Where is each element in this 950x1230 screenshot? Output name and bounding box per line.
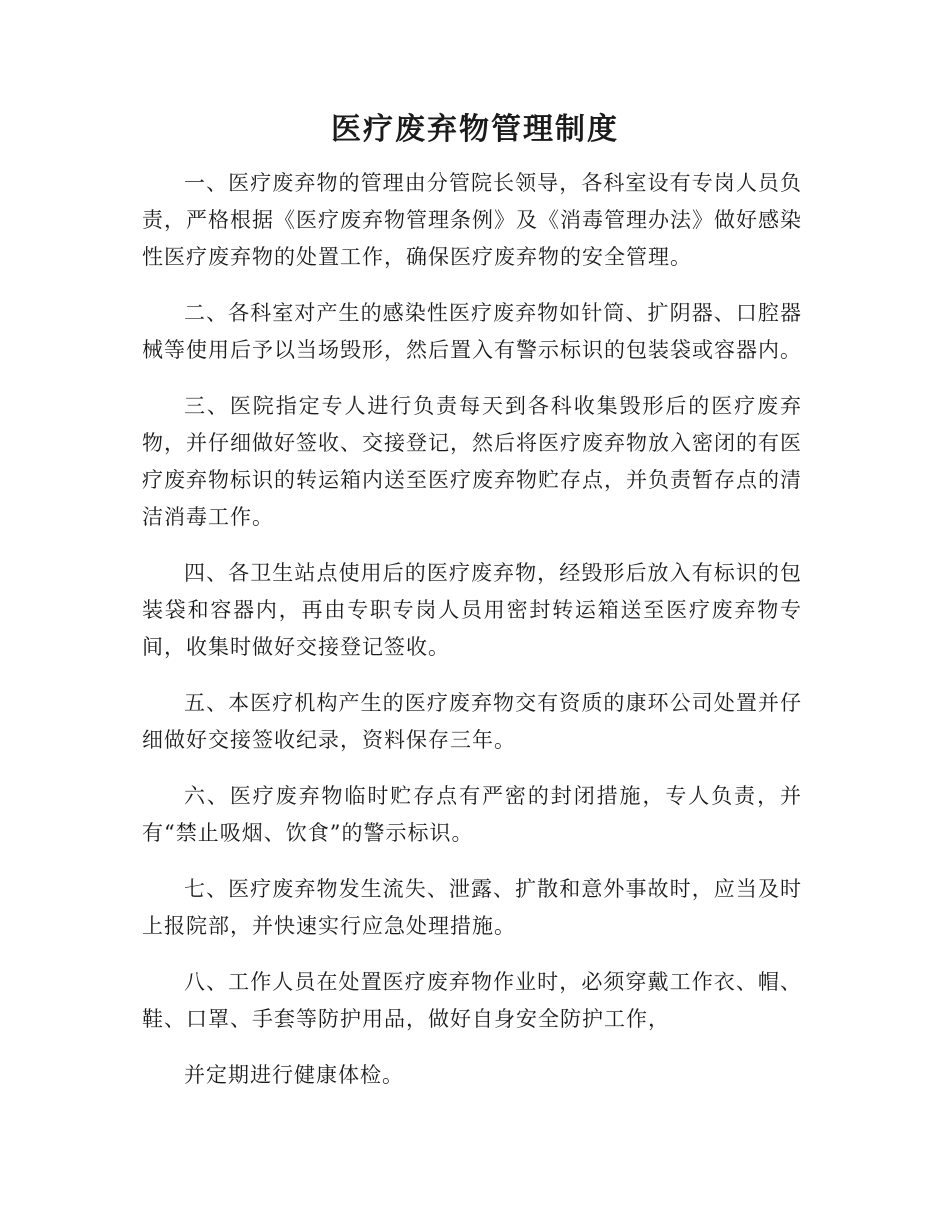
paragraph-5: 五、本医疗机构产生的医疗废弃物交有资质的康环公司处置并仔细做好交接签收纪录，资料保存三年。: [142, 691, 802, 752]
paragraph-7: 七、医疗废弃物发生流失、泄露、扩散和意外事故时，应当及时上报院部，并快速实行应急处理措施。: [142, 877, 802, 938]
paragraph-1: 一、医疗废弃物的管理由分管院长领导，各科室设有专岗人员负责，严格根据《医疗废弃物管理条例》及《消毒管理办法》做好感染性医疗废弃物的处置工作，确保医疗废弃物的安全管理。: [142, 171, 802, 269]
document-title: 医疗废弃物管理制度: [331, 112, 619, 147]
document-body: [142, 165, 802, 1113]
paragraph-6: 六、医疗废弃物临时贮存点有严密的封闭措施，专人负责，并有“禁止吸烟、饮食”的警示标识。: [142, 784, 802, 845]
paragraph-2: 二、各科室对产生的感染性医疗废弃物如针筒、扩阴器、口腔器械等使用后予以当场毁形，然后置入有警示标识的包装袋或容器内。: [142, 301, 802, 362]
paragraph-4: 四、各卫生站点使用后的医疗废弃物，经毁形后放入有标识的包装袋和容器内，再由专职专岗人员用密封转运箱送至医疗废弃物专间，收集时做好交接登记签收。: [142, 561, 802, 659]
paragraph-3: 三、医院指定专人进行负责每天到各科收集毁形后的医疗废弃物，并仔细做好签收、交接登记，然后将医疗废弃物放入密闭的有医疗废弃物标识的转运箱内送至医疗废弃物贮存点，并负责暂存点的清洁消毒工作。: [142, 394, 802, 529]
paragraph-9: 并定期进行健康体检。: [184, 1063, 404, 1087]
paragraph-8: 八、工作人员在处置医疗废弃物作业时，必须穿戴工作衣、帽、鞋、口罩、手套等防护用品，做好自身安全防护工作，: [142, 970, 802, 1031]
